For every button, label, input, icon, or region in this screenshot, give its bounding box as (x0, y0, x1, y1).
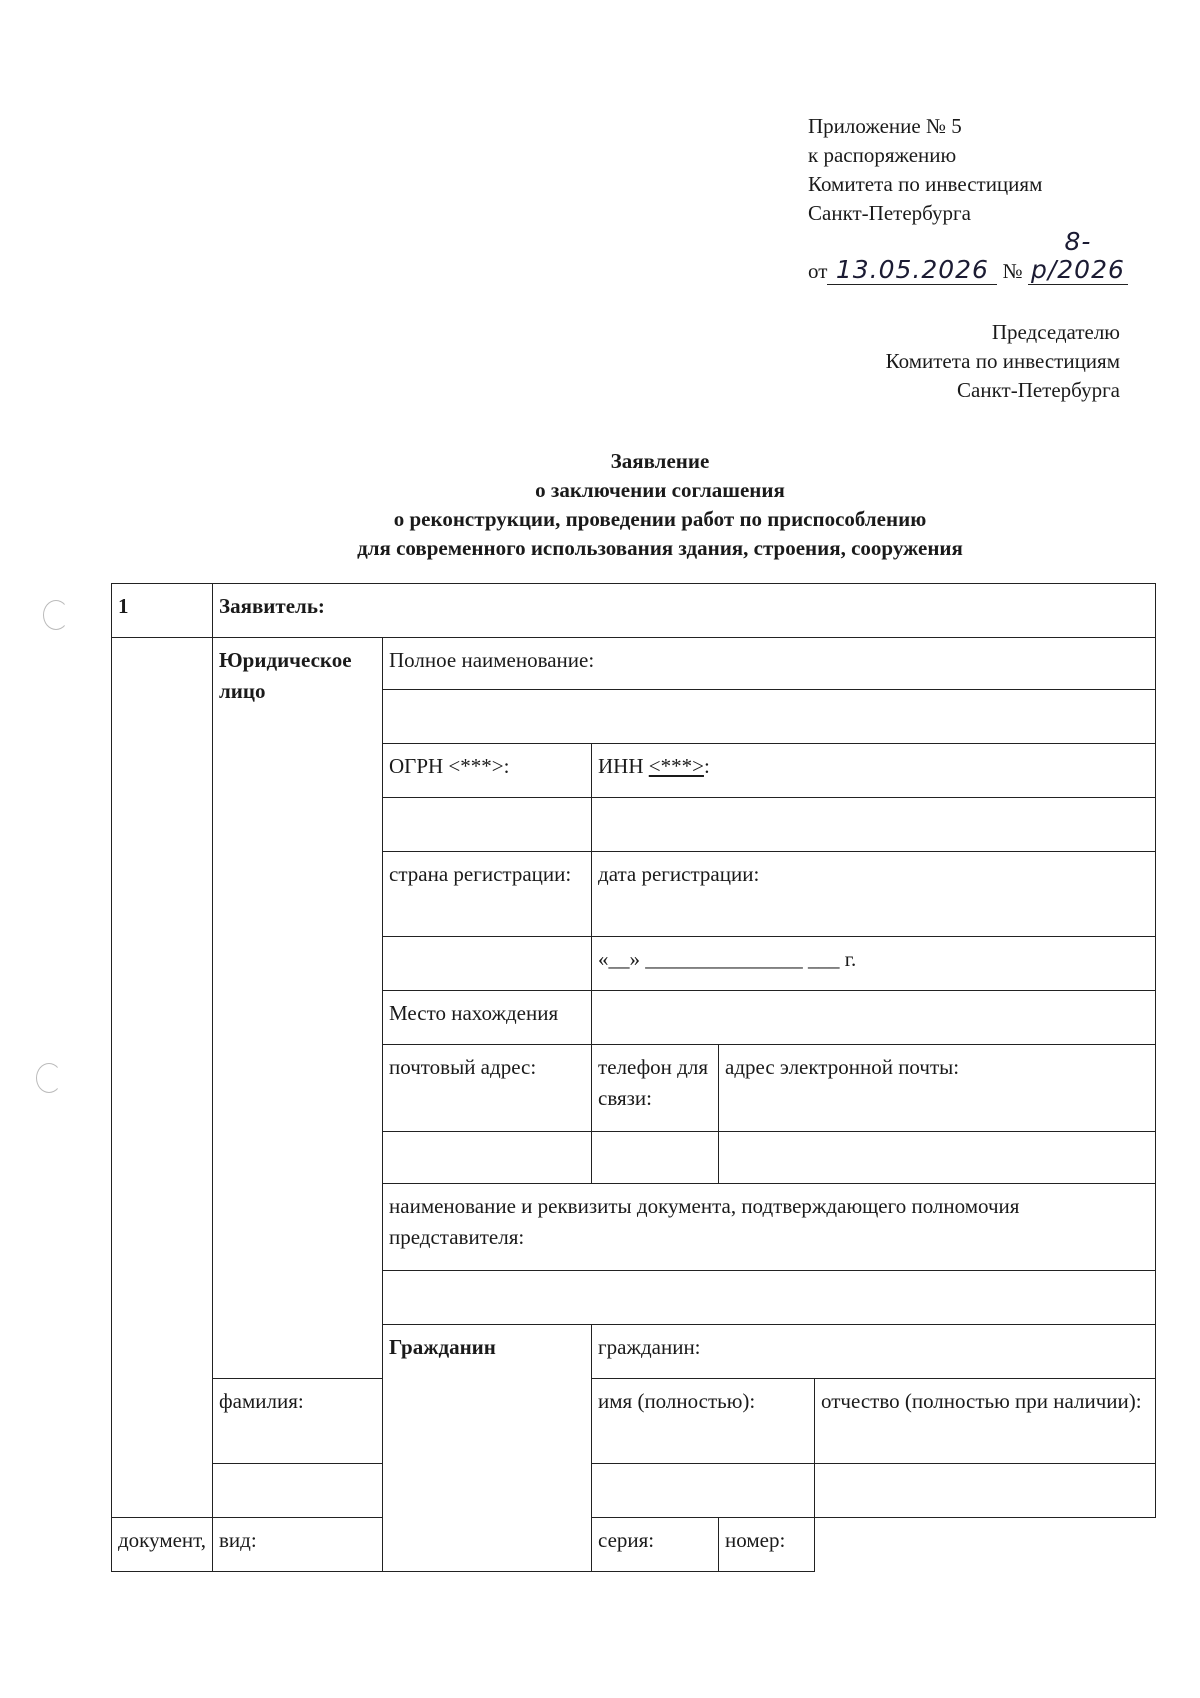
given-name-field[interactable] (592, 1464, 815, 1518)
patronymic-label: отчество (полностью при наличии): (815, 1379, 1156, 1464)
title-line: Заявление (610, 449, 710, 473)
document-number-label: номер: (719, 1518, 815, 1572)
document-label: документ, (112, 1518, 213, 1572)
authority-doc-label: наименование и реквизиты документа, подтверждающего полномочия представителя: (383, 1184, 1156, 1271)
ogrn-label: ОГРН <***>: (383, 744, 592, 798)
surname-label: фамилия: (213, 1379, 383, 1464)
email-label: адрес электронной почты: (719, 1045, 1156, 1132)
surname-field[interactable] (213, 1464, 383, 1518)
patronymic-field[interactable] (815, 1464, 1156, 1518)
document-type-label: вид: (213, 1518, 592, 1572)
number-label: № (1002, 259, 1023, 283)
addressee-block (886, 318, 1120, 405)
appendix-block (808, 112, 1128, 286)
inn-label (592, 744, 1156, 798)
postal-address-field[interactable] (383, 1132, 592, 1184)
number-column-spacer (112, 638, 213, 1518)
reg-date-field[interactable]: «__» _______________ ___ г. (592, 937, 1156, 991)
citizen-header: гражданин: (592, 1325, 1156, 1379)
title-line: о заключении соглашения (535, 478, 785, 502)
citizen-document-row (112, 1518, 1156, 1572)
ogrn-field[interactable] (383, 798, 592, 852)
punch-hole-mark (43, 600, 69, 630)
given-name-label: имя (полностью): (592, 1379, 815, 1464)
appendix-line: Санкт-Петербурга (808, 201, 971, 225)
inn-label-marker: <***> (648, 754, 704, 778)
appendix-line: Приложение № 5 (808, 114, 962, 138)
full-name-field[interactable] (383, 690, 1156, 744)
appendix-line: Комитета по инвестициям (808, 172, 1043, 196)
appendix-date-number-line (808, 228, 1128, 286)
applicant-header-row (112, 584, 1156, 638)
location-field[interactable] (592, 991, 1156, 1045)
addressee-line: Председателю (991, 320, 1120, 344)
citizen-name-value-row (112, 1464, 1156, 1518)
title-line: для современного использования здания, строения, сооружения (357, 536, 963, 560)
country-label: страна регистрации: (383, 852, 592, 937)
title-line: о реконструкции, проведении работ по приспособлению (393, 507, 927, 531)
full-name-label: Полное наименование: (383, 638, 1156, 690)
legal-entity-label: Юридическое лицо (213, 638, 383, 1379)
country-field[interactable] (383, 937, 592, 991)
location-label: Место нахождения (383, 991, 592, 1045)
citizen-name-label-row (112, 1379, 1156, 1464)
appendix-line: к распоряжению (808, 143, 957, 167)
phone-field[interactable] (592, 1132, 719, 1184)
application-form-table (111, 583, 1156, 1572)
email-field[interactable] (719, 1132, 1156, 1184)
postal-address-label: почтовый адрес: (383, 1045, 592, 1132)
applicant-header: Заявитель: (213, 584, 1156, 638)
authority-doc-field[interactable] (383, 1271, 1156, 1325)
phone-label: телефон для связи: (592, 1045, 719, 1132)
inn-label-prefix: ИНН (598, 754, 649, 778)
from-label: от (808, 259, 828, 283)
citizen-label: Гражданин (383, 1325, 592, 1572)
addressee-line: Комитета по инвестициям (885, 349, 1120, 373)
inn-field[interactable] (592, 798, 1156, 852)
reg-date-label: дата регистрации: (592, 852, 1156, 937)
legal-entity-row (112, 638, 1156, 690)
addressee-line: Санкт-Петербурга (957, 378, 1120, 402)
inn-label-suffix: : (703, 754, 710, 778)
document-series-label: серия: (592, 1518, 719, 1572)
handwritten-date: 13.05.2026 (827, 256, 997, 285)
document-title (0, 447, 1200, 563)
row-number: 1 (112, 584, 213, 638)
punch-hole-mark (36, 1063, 62, 1093)
handwritten-number: 8-р/2026 (1028, 228, 1128, 285)
